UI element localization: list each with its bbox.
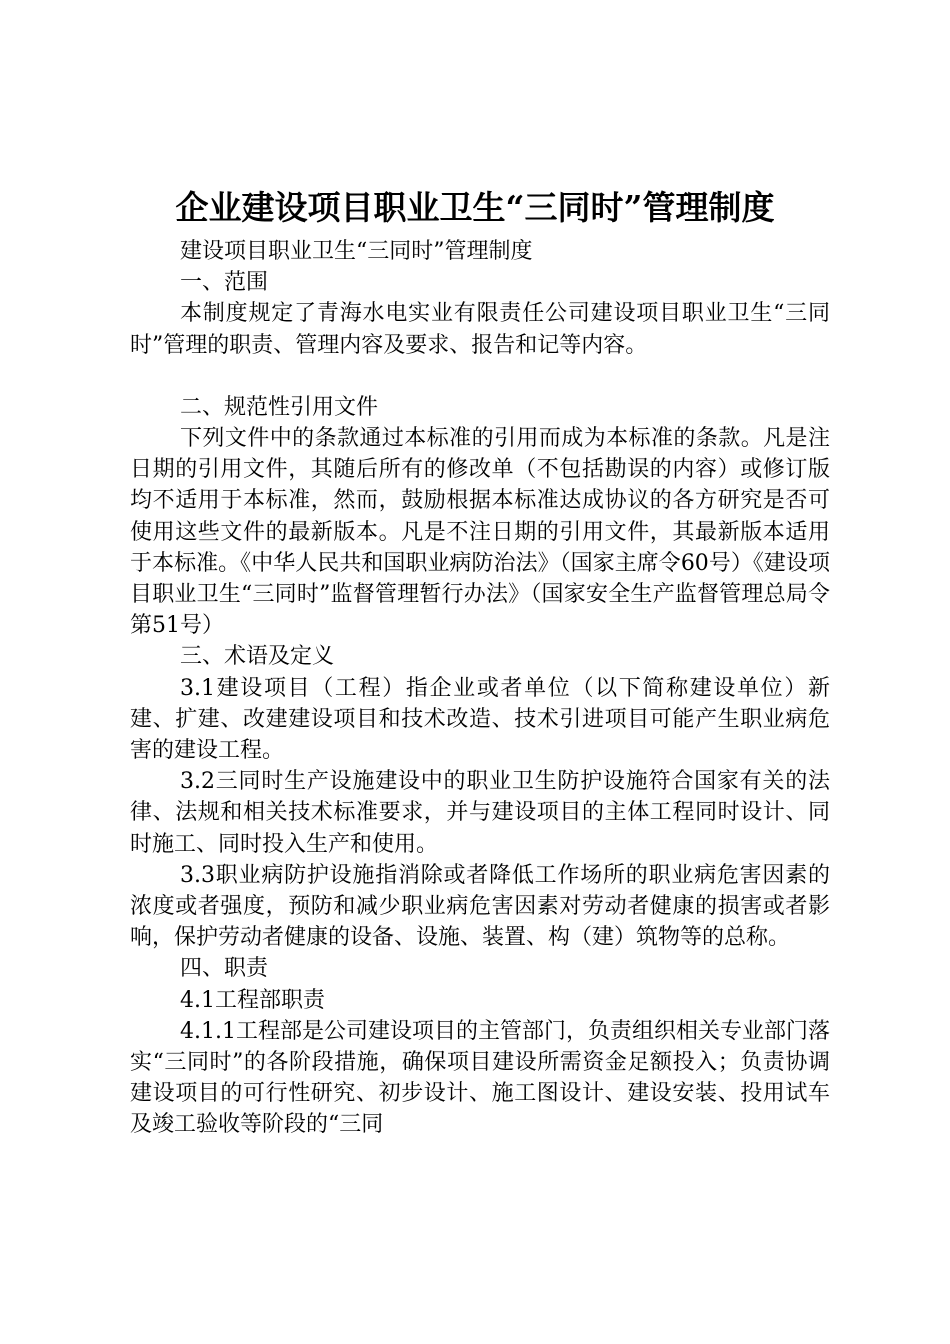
scope-paragraph: 本制度规定了青海水电实业有限责任公司建设项目职业卫生“三同时”管理的职责、管理内容及要求、报告和记等内容。 (130, 301, 830, 358)
definition-3-2-paragraph: 3.2三同时生产设施建设中的职业卫生防护设施符合国家有关的法律、法规和相关技术标准要求，并与建设项目的主体工程同时设计、同时施工、同时投入生产和使用。 (130, 769, 830, 857)
duty-4-1-1-paragraph: 4.1.1工程部是公司建设项目的主管部门，负责组织相关专业部门落实“三同时”的各阶段措施，确保项目建设所需资金足额投入；负责协调建设项目的可行性研究、初步设计、施工图设计、建设安装、投用试车及竣工验收等阶段的“三同 (130, 1018, 830, 1138)
references-paragraph: 下列文件中的条款通过本标准的引用而成为本标准的条款。凡是注日期的引用文件，其随后所有的修改单（不包括勘误的内容）或修订版均不适用于本标准，然而，鼓励根据本标准达成协议的各方研究是否可使用这些文件的最新版本。凡是不注日期的引用文件，其最新版本适用于本标准。《中华人民共和国职业病防治法》（国家主席令60号）《建设项目职业卫生“三同时”监督管理暂行办法》（国家安全生产监督管理总局令第51号） (130, 426, 830, 639)
definition-3-1-paragraph: 3.1建设项目（工程）指企业或者单位（以下简称建设单位）新建、扩建、改建建设项目和技术改造、技术引进项目可能产生职业病危害的建设工程。 (130, 675, 830, 764)
section-heading-references: 二、规范性引用文件 (180, 394, 379, 420)
section-heading-duties: 四、职责 (180, 956, 269, 982)
section-heading-definitions: 三、术语及定义 (180, 644, 335, 670)
definition-3-3-paragraph: 3.3职业病防护设施指消除或者降低工作场所的职业病危害因素的浓度或者强度，预防和减少职业病危害因素对劳动者健康的损害或者影响，保护劳动者健康的设备、设施、装置、构（建）筑物等的总称。 (130, 862, 830, 951)
document-title: 企业建设项目职业卫生“三同时”管理制度 (175, 188, 775, 227)
subheading-4-1: 4.1工程部职责 (180, 987, 325, 1013)
subtitle-paragraph: 建设项目职业卫生“三同时”管理制度 (180, 239, 533, 264)
section-heading-scope: 一、范围 (180, 270, 269, 296)
document-body (130, 236, 830, 1141)
